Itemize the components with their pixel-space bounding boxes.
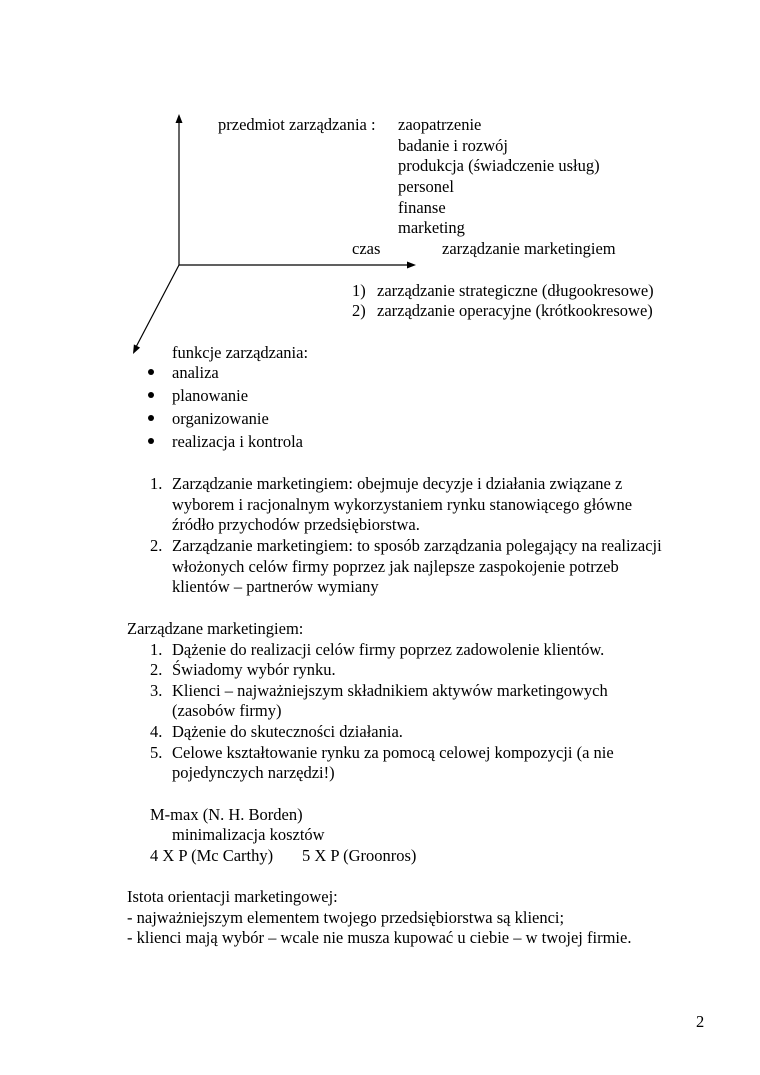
center-label: zarządzanie marketingiem — [442, 239, 616, 258]
function-item: organizowanie — [172, 409, 269, 428]
function-item: realizacja i kontrola — [172, 432, 304, 451]
vertical-arrowhead — [176, 114, 183, 123]
definition-line: Zarządzanie marketingiem: obejmuje decyzje i działania związane z — [172, 474, 623, 493]
subject-label: przedmiot zarządzania : — [218, 115, 376, 134]
list-number: 1. — [150, 640, 163, 659]
diagonal-arrowhead — [133, 344, 140, 354]
list-item: (zasobów firmy) — [172, 701, 282, 720]
list-number: 3. — [150, 681, 163, 700]
subject-item: marketing — [398, 218, 465, 237]
bullet-icon — [148, 392, 154, 398]
time-item: zarządzanie operacyjne (krótkookresowe) — [377, 301, 653, 320]
definition-line: wyborem i racjonalnym wykorzystaniem rynku stanowiącego główne — [172, 495, 633, 514]
mmax-line: M-max (N. H. Borden) — [150, 805, 303, 824]
definition-number: 1. — [150, 474, 163, 493]
definition-line: włożonych celów firmy poprzez jak najlepsze zaspokojenie potrzeb — [172, 557, 619, 576]
horizontal-arrowhead — [407, 262, 416, 269]
time-label: czas — [352, 239, 381, 258]
section-heading: Zarządzane marketingiem: — [127, 619, 304, 638]
subject-item: personel — [398, 177, 454, 196]
mmax-line: 5 X P (Groonros) — [302, 846, 417, 865]
list-item: Celowe kształtowanie rynku za pomocą celowej kompozycji (a nie — [172, 743, 614, 762]
page-number: 2 — [696, 1012, 705, 1031]
subject-item: produkcja (świadczenie usług) — [398, 156, 600, 175]
definition-number: 2. — [150, 536, 163, 555]
diagonal-axis — [136, 265, 179, 347]
orientation-line: - klienci mają wybór – wcale nie musza kupować u ciebie – w twojej firmie. — [127, 928, 632, 947]
list-item: Świadomy wybór rynku. — [172, 660, 336, 679]
list-item: Dążenie do realizacji celów firmy poprzez zadowolenie klientów. — [172, 640, 605, 659]
time-item: zarządzanie strategiczne (długookresowe) — [377, 281, 654, 300]
mmax-line: minimalizacja kosztów — [172, 825, 325, 844]
list-item: Klienci – najważniejszym składnikiem aktywów marketingowych — [172, 681, 608, 700]
orientation-line: - najważniejszym elementem twojego przedsiębiorstwa są klienci; — [127, 908, 565, 927]
functions-label: funkcje zarządzania: — [172, 343, 309, 362]
definition-line: Zarządzanie marketingiem: to sposób zarządzania polegający na realizacji — [172, 536, 662, 555]
list-number: 2. — [150, 660, 163, 679]
bullet-icon — [148, 415, 154, 421]
orientation-heading: Istota orientacji marketingowej: — [127, 887, 338, 906]
list-number: 4. — [150, 722, 163, 741]
bullet-icon — [148, 369, 154, 375]
definition-line: klientów – partnerów wymiany — [172, 577, 379, 596]
subject-item: zaopatrzenie — [398, 115, 482, 134]
time-item-number: 1) — [352, 281, 366, 300]
list-item: pojedynczych narzędzi!) — [172, 763, 335, 782]
mmax-line: 4 X P (Mc Carthy) — [150, 846, 274, 865]
subject-item: finanse — [398, 198, 446, 217]
function-item: analiza — [172, 363, 219, 382]
bullet-icon — [148, 438, 154, 444]
list-item: Dążenie do skuteczności działania. — [172, 722, 403, 741]
time-item-number: 2) — [352, 301, 366, 320]
list-number: 5. — [150, 743, 163, 762]
function-item: planowanie — [172, 386, 249, 405]
definition-line: źródło przychodów przedsiębiorstwa. — [172, 515, 420, 534]
subject-item: badanie i rozwój — [398, 136, 508, 155]
